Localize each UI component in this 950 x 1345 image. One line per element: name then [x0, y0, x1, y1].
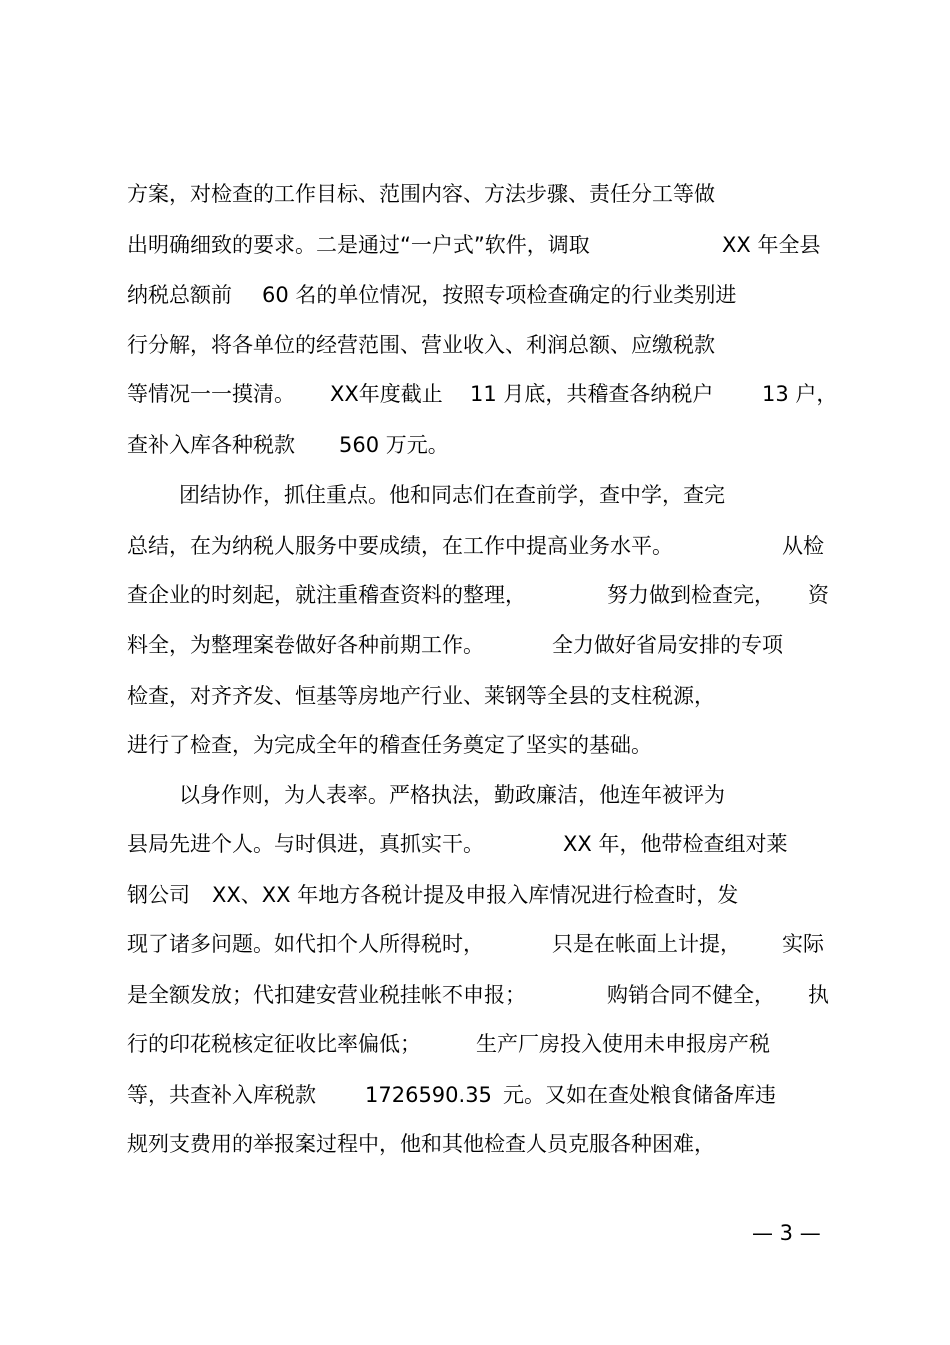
- text-segment: 生产厂房投入使用未申报房产税: [476, 1032, 770, 1056]
- text-line: [0, 230, 950, 260]
- text-line: [0, 280, 950, 310]
- text-segment: 等，共查补入库税款: [127, 1083, 316, 1107]
- text-line: [0, 179, 950, 209]
- text-segment: 现了诸多问题。如代扣个人所得税时，: [127, 932, 484, 956]
- text-segment: 钢公司: [127, 883, 190, 907]
- text-line: [0, 681, 950, 711]
- text-segment: 方案，对检查的工作目标、范围内容、方法步骤、责任分工等做: [127, 182, 715, 206]
- text-line: [0, 929, 950, 959]
- text-line: [0, 480, 950, 510]
- text-segment: 努力做到检查完，: [607, 583, 775, 607]
- text-segment: 县局先进个人。与时俱进，真抓实干。: [127, 832, 484, 856]
- text-segment: XX 年全县: [722, 233, 821, 257]
- text-segment: 等情况一一摸清。: [127, 382, 295, 406]
- text-line: [0, 379, 950, 409]
- text-segment: 总结，在为纳税人服务中要成绩，在工作中提高业务水平。: [127, 534, 673, 558]
- text-segment: 11 月底，共稽查各纳税户: [470, 382, 714, 406]
- text-segment: 60 名的单位情况，按照专项检查确定的行业类别进: [262, 283, 737, 307]
- text-segment: 查企业的时刻起，就注重稽查资料的整理，: [127, 583, 526, 607]
- text-segment: 资: [808, 583, 829, 607]
- text-line: [0, 1129, 950, 1159]
- text-segment: 实际: [782, 932, 824, 956]
- text-segment: 全力做好省局安排的专项: [552, 633, 783, 657]
- text-segment: XX年度截止: [330, 382, 443, 406]
- text-line: [0, 630, 950, 660]
- text-segment: 检查，对齐齐发、恒基等房地产行业、莱钢等全县的支柱税源，: [127, 684, 715, 708]
- text-line: [0, 730, 950, 760]
- text-segment: 料全，为整理案卷做好各种前期工作。: [127, 633, 484, 657]
- text-segment: 纳税总额前: [127, 283, 232, 307]
- page-number: — 3 —: [752, 1221, 821, 1245]
- text-line: [0, 430, 950, 460]
- text-segment: XX 年，他带检查组对莱: [563, 832, 788, 856]
- text-segment: 执: [808, 983, 829, 1007]
- text-segment: 以身作则，为人表率。严格执法，勤政廉洁，他连年被评为: [179, 783, 725, 807]
- text-segment: 560 万元。: [339, 433, 449, 457]
- text-line: [0, 780, 950, 810]
- text-line: [0, 980, 950, 1010]
- text-line: [0, 580, 950, 610]
- text-segment: 行分解，将各单位的经营范围、营业收入、利润总额、应缴税款: [127, 333, 715, 357]
- text-segment: 1726590.35: [365, 1083, 492, 1107]
- text-segment: 出明确细致的要求。二是通过“一户式”软件，调取: [127, 233, 590, 257]
- text-segment: 元。又如在查处粮食储备库违: [503, 1083, 776, 1107]
- text-line: [0, 531, 950, 561]
- text-segment: 13 户，: [762, 382, 838, 406]
- text-line: [0, 330, 950, 360]
- text-segment: 是全额发放；代扣建安营业税挂帐不申报；: [127, 983, 526, 1007]
- text-segment: 从检: [782, 534, 824, 558]
- text-segment: 行的印花税核定征收比率偏低；: [127, 1032, 421, 1056]
- text-segment: 购销合同不健全，: [607, 983, 775, 1007]
- text-line: [0, 1029, 950, 1059]
- text-segment: 查补入库各种税款: [127, 433, 295, 457]
- text-segment: 规列支费用的举报案过程中，他和其他检查人员克服各种困难，: [127, 1132, 715, 1156]
- text-segment: 团结协作，抓住重点。他和同志们在查前学，查中学，查完: [179, 483, 725, 507]
- text-segment: 只是在帐面上计提，: [552, 932, 741, 956]
- text-line: [0, 829, 950, 859]
- text-line: [0, 1080, 950, 1110]
- text-segment: XX、XX 年地方各税计提及申报入库情况进行检查时，发: [212, 883, 739, 907]
- text-segment: 进行了检查，为完成全年的稽查任务奠定了坚实的基础。: [127, 733, 652, 757]
- text-line: [0, 880, 950, 910]
